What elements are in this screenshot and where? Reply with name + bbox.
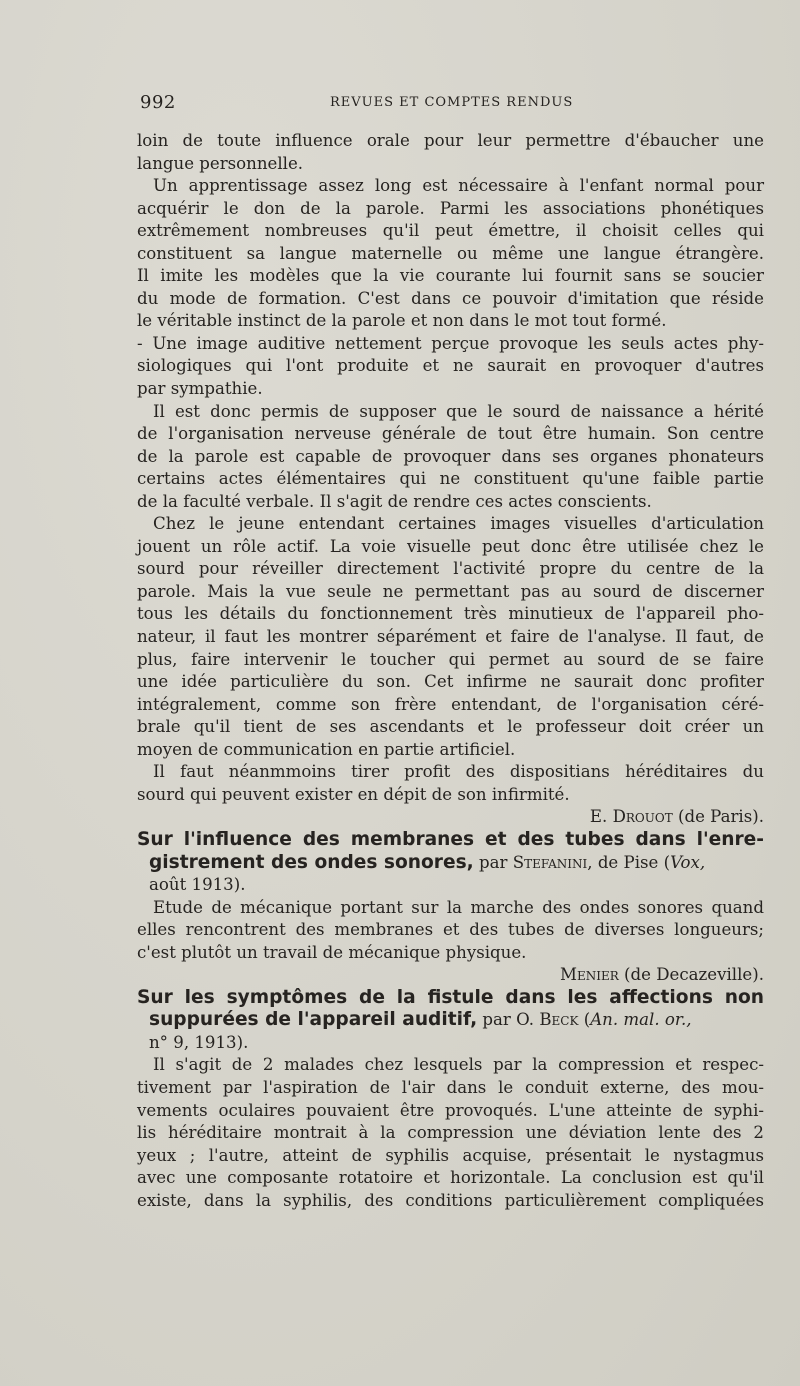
text-line: de l'organisation nerveuse générale de tout être humain. Son centre [137,424,764,444]
text-line: parole. Mais la vue seule ne permettant pas au sourd de discerner [137,581,764,601]
page-number: 992 [140,92,176,113]
text-line: sourd qui peuvent exister en dépit de son infirmité. [137,784,570,804]
citation-by: par O. [477,1010,540,1030]
article-title-end: gistrement des ondes sonores, [149,851,474,873]
text-line: sourd pour réveiller directement l'activité propre du centre de la [137,559,764,579]
text-line: yeux ; l'autre, atteint de syphilis acquise, présentait le nystagmus [137,1145,764,1165]
citation-author: Beck [539,1010,579,1030]
page-header [140,92,764,116]
text-line: Un apprentissage assez long est nécessaire à l'enfant normal pour [153,176,764,196]
text-line: Il faut néanmmoins tirer profit des dispositians héréditaires du [153,762,764,782]
running-head: REVUES ET COMPTES RENDUS [330,95,574,110]
citation-place: , de Pise ( [587,852,671,872]
signature-name: Menier [559,965,619,985]
signature [137,806,764,829]
signature-place: (de Paris). [672,807,764,827]
text-line: moyen de communication en partie artificiel. [137,739,516,759]
article-title: Sur les symptômes de la fistule dans les affections non [137,986,764,1008]
text-line: extrêmement nombreuses qu'il peut émettre, il choisit celles qui [137,221,764,241]
text-line: intégralement, comme son frère entendant, de l'organisation céré- [137,694,764,714]
text-line: Etude de mécanique portant sur la marche des ondes sonores quand [153,897,764,917]
signature [137,964,764,987]
article-title-continued [137,1009,764,1032]
body-text [137,130,764,1212]
signature-name: Drouot [612,807,673,827]
text-line: vements oculaires pouvaient être provoqués. L'une atteinte de syphi- [137,1100,764,1120]
text-line: loin de toute influence orale pour leur permettre d'ébaucher une [137,131,764,150]
citation-by: par [473,852,513,872]
text-line: constituent sa langue maternelle ou même une langue étrangère. [137,243,764,263]
text-line: le véritable instinct de la parole et non dans le mot tout formé. [137,311,667,331]
text-line: jouent un rôle actif. La voie visuelle peut donc être utilisée chez le [137,536,764,556]
text-line: siologiques qui l'ont produite et ne saurait en provoquer d'autres [137,356,764,376]
text-line: certains actes élémentaires qui ne constituent qu'une faible partie [137,469,764,489]
text-line: par sympathie. [137,379,263,399]
text-line: avec une composante rotatoire et horizontale. La conclusion est qu'il [137,1168,764,1188]
text-line: existe, dans la syphilis, des conditions particulièrement compliquées [137,1190,764,1210]
citation-journal: Vox, [670,852,706,872]
text-line: Chez le jeune entendant certaines images visuelles d'articulation [153,514,764,534]
citation-journal: An. mal. or., [590,1010,692,1030]
citation-date: août 1913). [149,875,246,895]
article-title-end: suppurées de l'appareil auditif, [149,1009,478,1031]
text-line: du mode de formation. C'est dans ce pouvoir d'imitation que réside [137,288,764,308]
text-line: tivement par l'aspiration de l'air dans le conduit externe, des mou- [137,1077,764,1097]
article-title-continued [137,852,764,875]
text-line: lis héréditaire montrait à la compression une déviation lente des 2 [137,1123,764,1143]
citation-author: Stefanini [512,852,588,872]
citation-date: n° 9, 1913). [149,1032,249,1052]
text-line: plus, faire intervenir le toucher qui permet au sourd de se faire [137,649,764,669]
text-line: de la parole est capable de provoquer dans ses organes phonateurs [137,446,764,466]
text-line: langue personnelle. [137,153,304,173]
text-line: tous les détails du fonctionnement très minutieux de l'appareil pho- [137,604,764,624]
text-line: de la faculté verbale. Il s'agit de rendre ces actes conscients. [137,491,652,511]
text-line: une idée particulière du son. Cet infirme ne saurait donc profiter [137,672,764,692]
text-line: elles rencontrent des membranes et des tubes de diverses longueurs; [137,920,764,940]
text-line: nateur, il faut les montrer séparément et faire de l'analyse. Il faut, de [137,627,764,647]
article-title: Sur l'influence des membranes et des tubes dans l'enre- [137,828,764,850]
text-line: brale qu'il tient de ses ascendants et le professeur doit créer un [137,717,764,737]
signature-place: (de Decazeville). [618,965,764,985]
text-line: Il imite les modèles que la vie courante lui fournit sans se soucier [137,266,764,286]
text-line: Il s'agit de 2 malades chez lesquels par la compression et respec- [153,1055,764,1075]
signature-initial: E. [589,807,613,827]
text-line: acquérir le don de la parole. Parmi les associations phonétiques [137,198,764,218]
text-line: - Une image auditive nettement perçue provoque les seuls actes phy- [137,333,764,353]
text-line: Il est donc permis de supposer que le sourd de naissance a hérité [153,401,764,421]
citation-paren: ( [578,1010,591,1030]
text-line: c'est plutôt un travail de mécanique physique. [137,942,527,962]
